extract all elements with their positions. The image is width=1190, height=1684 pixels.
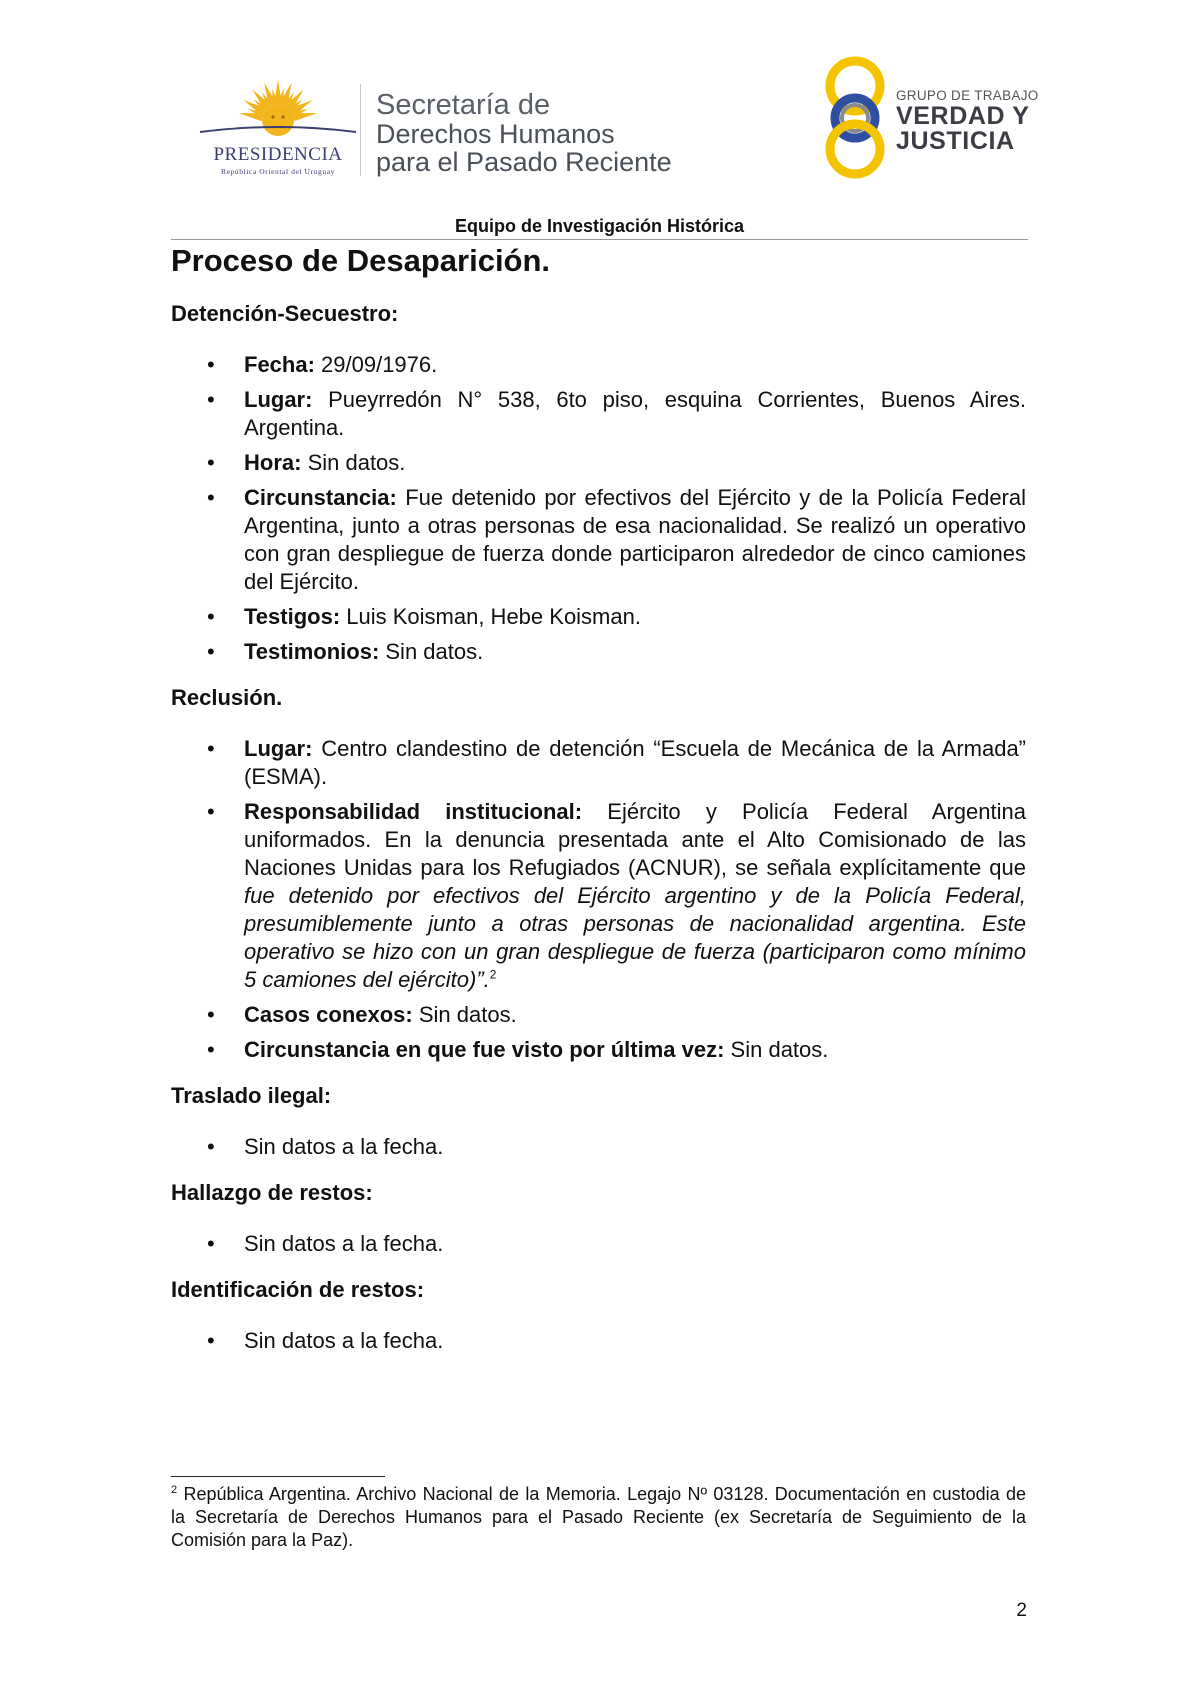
secretaria-line-1: Secretaría de	[376, 89, 551, 121]
list-item	[171, 351, 1026, 379]
list-item: • Sin datos a la fecha.	[171, 1133, 1026, 1161]
item-label: Circunstancia:	[244, 485, 397, 510]
secretaria-line-2: Derechos Humanos	[376, 119, 615, 149]
linked-rings-icon	[820, 56, 900, 180]
hallazgo-list	[171, 1230, 1026, 1258]
document-body	[171, 240, 1026, 1362]
footnote-number: 2	[171, 1484, 178, 1496]
list-item	[171, 386, 1026, 442]
presidencia-word: PRESIDENCIA	[213, 144, 343, 165]
list-item	[171, 735, 1026, 791]
list-item	[171, 798, 1026, 994]
running-header: Equipo de Investigación Histórica	[454, 216, 745, 236]
footnote-rule	[171, 1476, 385, 1477]
section-heading-detencion: Detención-Secuestro:	[171, 301, 399, 326]
item-label: Lugar:	[244, 387, 313, 412]
item-text: Sin datos.	[301, 450, 406, 475]
sun-emblem-icon	[198, 78, 358, 142]
item-text: Fue detenido por efectivos del Ejército y de la Policía Federal Argentina, junto a otras personas de esa nacionalidad. Se realizó un operativo con gran despliegue de fuerza donde participaron alrededor de cinco camiones del Ejército.	[244, 485, 1026, 594]
secretaria-logo-text	[376, 90, 672, 176]
vyj-text	[896, 88, 1039, 154]
item-label: Responsabilidad institucional:	[244, 799, 583, 824]
document-title: Proceso de Desaparición.	[171, 243, 551, 278]
reclusion-list	[171, 735, 1026, 1064]
item-label: Testimonios:	[244, 639, 380, 664]
vyj-line-1: GRUPO DE TRABAJO	[896, 88, 1039, 103]
secretaria-line-3: para el Pasado Reciente	[376, 147, 672, 177]
section-heading-identificacion: Identificación de restos:	[171, 1277, 425, 1302]
item-text: 29/09/1976.	[314, 352, 438, 377]
logo-divider	[360, 84, 361, 176]
footnote-ref[interactable]: 2	[489, 967, 497, 982]
footnote-text: República Argentina. Archivo Nacional de la Memoria. Legajo Nº 03128. Documentación en custodia de la Secretaría de Derechos Humanos para el Pasado Reciente (ex Secretaría de Seguimiento de la Comisión para la Paz).	[171, 1484, 1026, 1550]
traslado-list	[171, 1133, 1026, 1161]
item-label: Fecha:	[244, 352, 315, 377]
item-text: Centro clandestino de detención “Escuela de Mecánica de la Armada” (ESMA).	[244, 736, 1026, 789]
item-text: Luis Koisman, Hebe Koisman.	[340, 604, 641, 629]
item-label: Testigos:	[244, 604, 341, 629]
list-item: • Sin datos a la fecha.	[171, 1230, 1026, 1258]
identificacion-list	[171, 1327, 1026, 1355]
item-label: Circunstancia en que fue visto por última vez:	[244, 1037, 725, 1062]
list-item	[171, 603, 1026, 631]
footnote	[171, 1483, 1026, 1552]
section-heading-reclusion: Reclusión.	[171, 685, 283, 710]
detencion-list	[171, 351, 1026, 666]
list-item	[171, 449, 1026, 477]
item-label: Casos conexos:	[244, 1002, 413, 1027]
list-item	[171, 484, 1026, 596]
list-item	[171, 1001, 1026, 1029]
item-text: Sin datos.	[724, 1037, 829, 1062]
verdad-justicia-logo	[820, 56, 1039, 180]
item-text: Pueyrredón N° 538, 6to piso, esquina Corrientes, Buenos Aires. Argentina.	[244, 387, 1026, 440]
item-text: Sin datos.	[412, 1002, 517, 1027]
item-label: Hora:	[244, 450, 302, 475]
vyj-line-2: VERDAD Y	[896, 102, 1030, 130]
section-heading-hallazgo: Hallazgo de restos:	[171, 1180, 373, 1205]
item-text: Ejército y Policía Federal Argentina uniformados. En la denuncia presentada ante el Alto Comisionado de las Naciones Unidas para los Refugiados (ACNUR), se señala explícitamente que	[244, 799, 1026, 880]
vyj-line-3: JUSTICIA	[896, 127, 1015, 155]
presidencia-subtitle: República Oriental del Uruguay	[220, 167, 335, 176]
list-item	[171, 638, 1026, 666]
item-label: Lugar:	[244, 736, 313, 761]
section-heading-traslado: Traslado ilegal:	[171, 1083, 332, 1108]
list-item: • Sin datos a la fecha.	[171, 1327, 1026, 1355]
presidencia-logo	[198, 78, 358, 178]
item-quote: fue detenido por efectivos del Ejército argentino y de la Policía Federal, presumiblemente junto a otras personas de nacionalidad argentina. Este operativo se hizo con un gran despliegue de fuerza (participaron como mínimo 5 camiones del ejército)”.	[244, 883, 1026, 992]
page-number: 2	[1016, 1600, 1027, 1621]
list-item	[171, 1036, 1026, 1064]
item-text: Sin datos.	[379, 639, 484, 664]
